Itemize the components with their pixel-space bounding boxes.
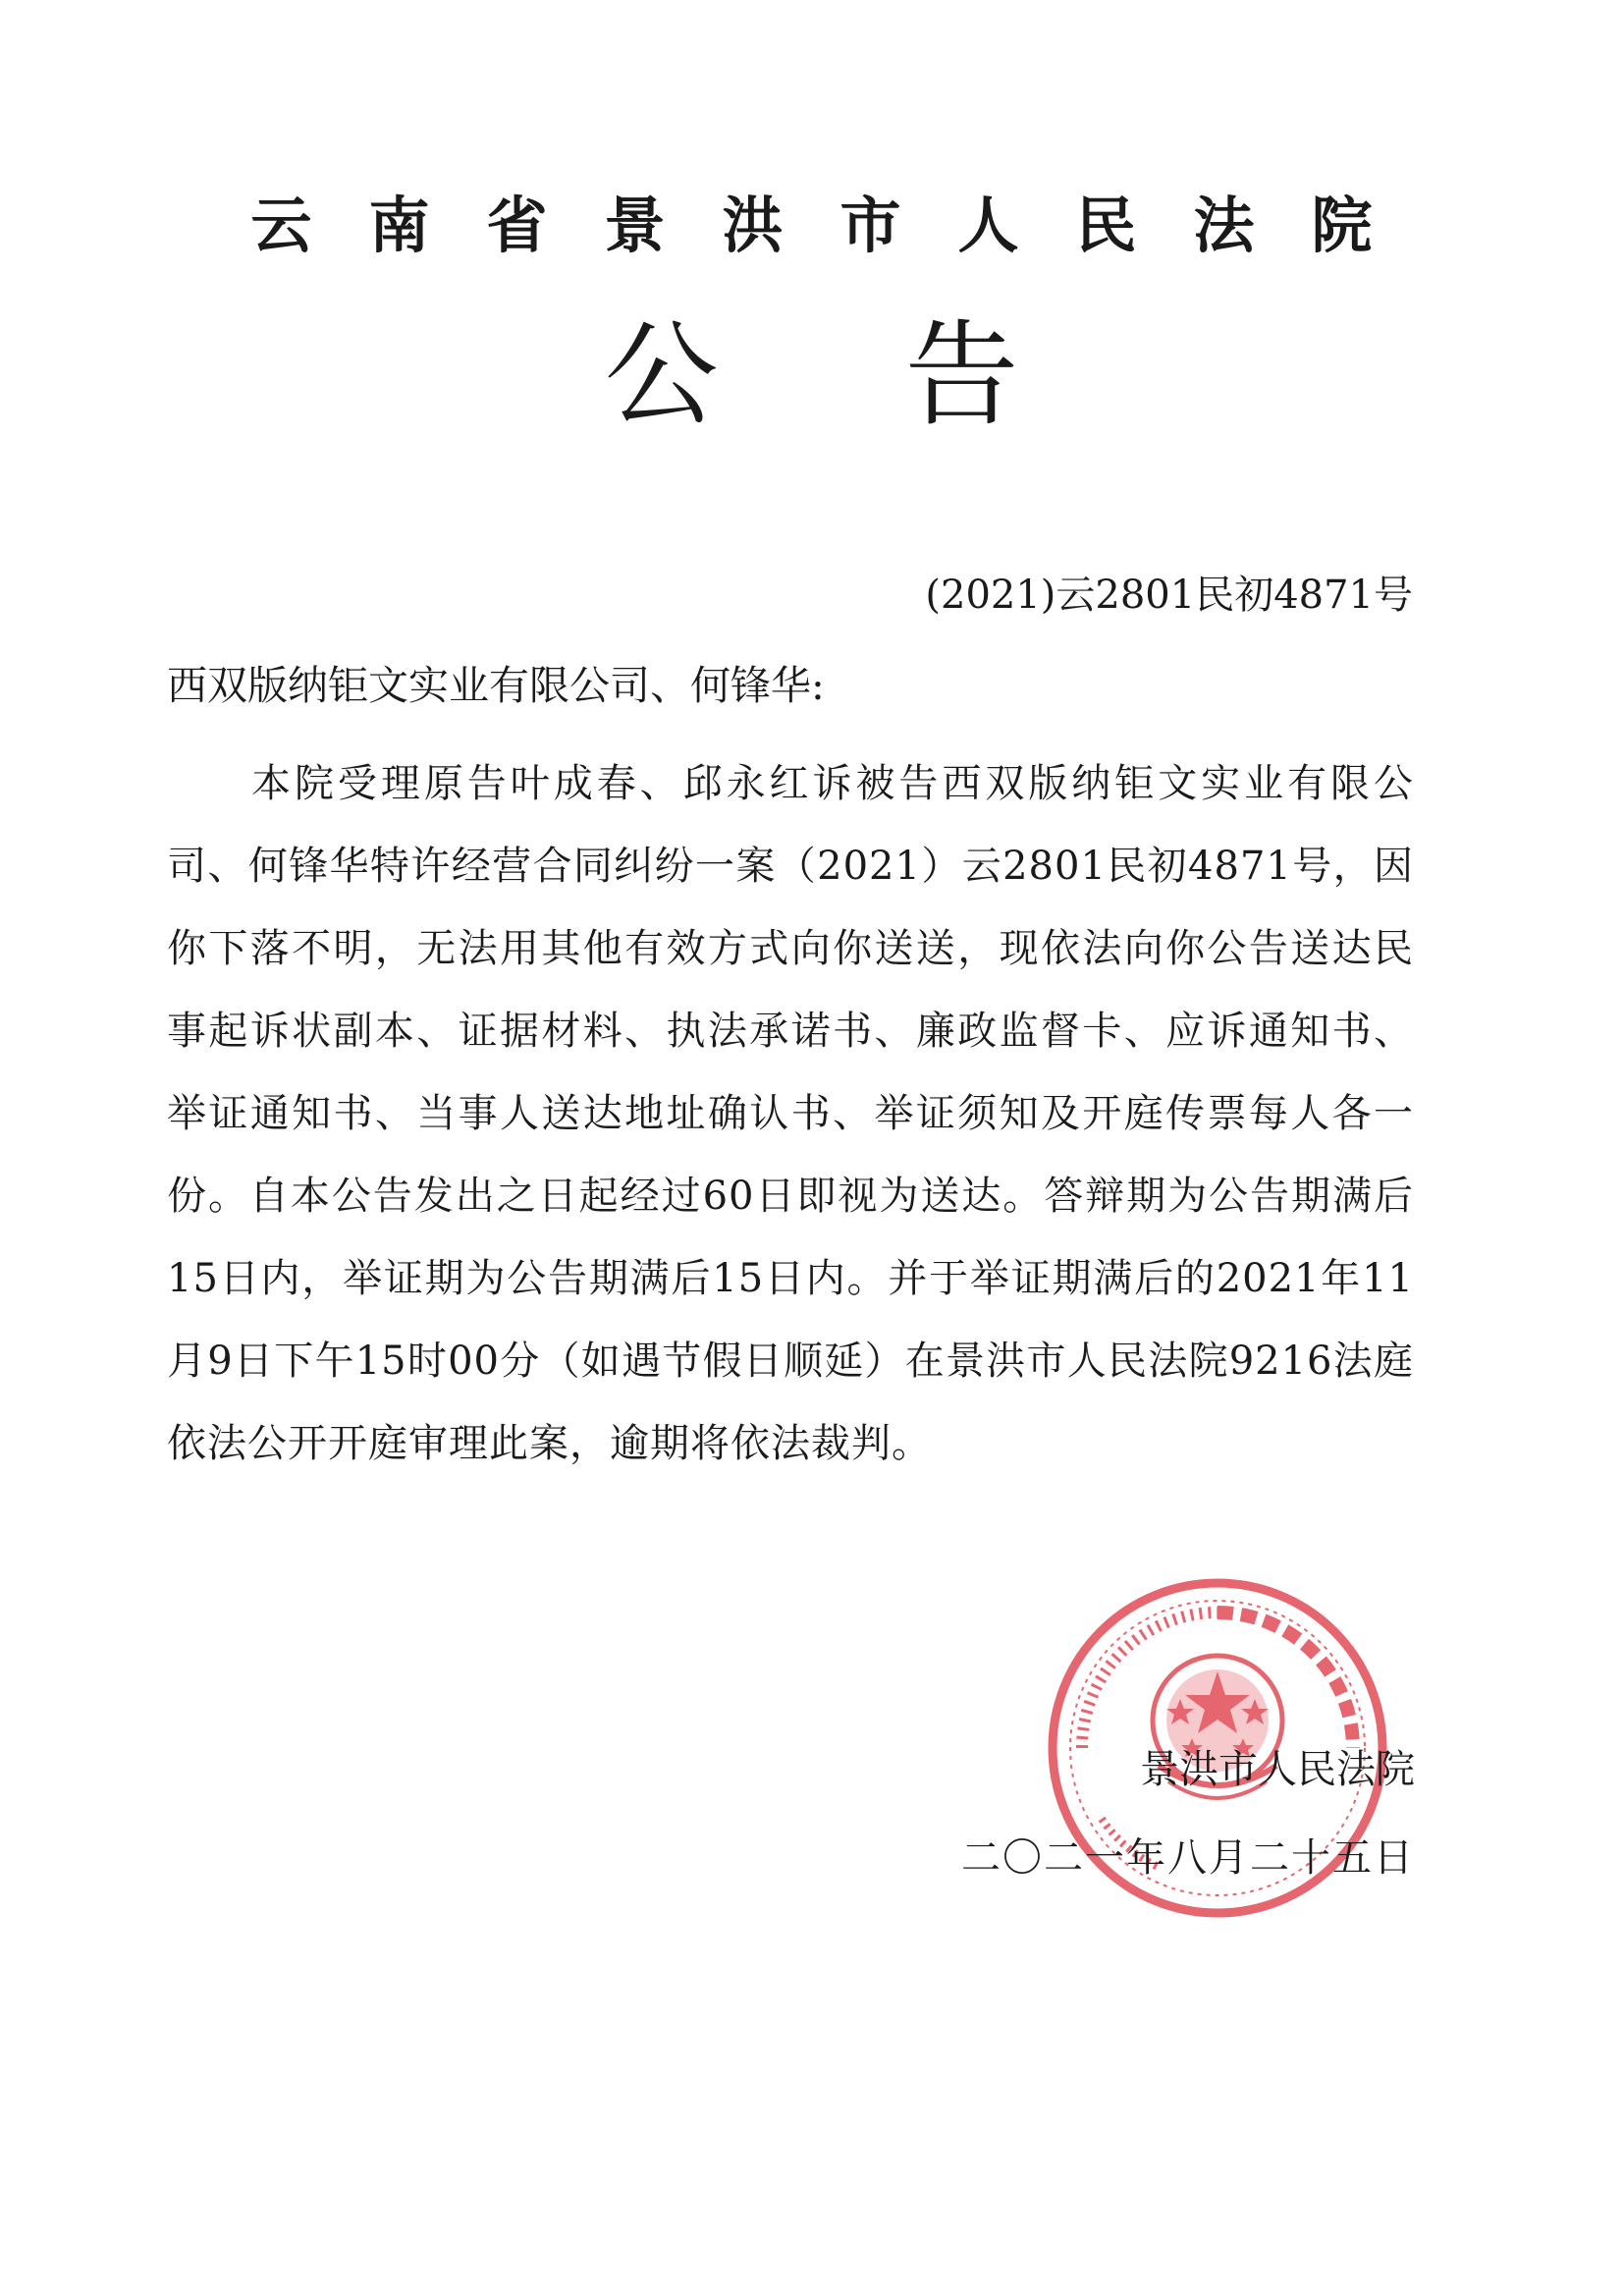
addressee-line: 西双版纳钜文实业有限公司、何锋华: — [167, 662, 825, 709]
signature-date: 二〇二一年八月二十五日 — [961, 1835, 1415, 1881]
court-name-heading: 云南省景洪市人民法院 — [250, 190, 1430, 261]
notice-body: 本院受理原告叶成春、邱永红诉被告西双版纳钜文实业有限公司、何锋华特许经营合同纠纷一案（2021）云2801民初4871号，因你下落不明，无法用其他有效方式向你送送，现依法向你公告送达民事起诉状副本、证据材料、执法承诺书、廉政监督卡、应诉通知书、举证通知书、当事人送达地址确认书、举证须知及开庭传票每人各一份。自本公告发出之日起经过60日即视为送达。答辩期为公告期满后15日内，举证期为公告期满后15日内。并于举证期满后的2021年11月9日下午15时00分（如遇节假日顺延）在景洪市人民法院9216法庭依法公开开庭审理此案，逾期将依法裁判。 — [167, 761, 1414, 1466]
case-number: (2021)云2801民初4871号 — [925, 573, 1413, 618]
signer-name: 景洪市人民法院 — [1140, 1747, 1415, 1792]
document-title: 公告 — [604, 309, 1206, 442]
